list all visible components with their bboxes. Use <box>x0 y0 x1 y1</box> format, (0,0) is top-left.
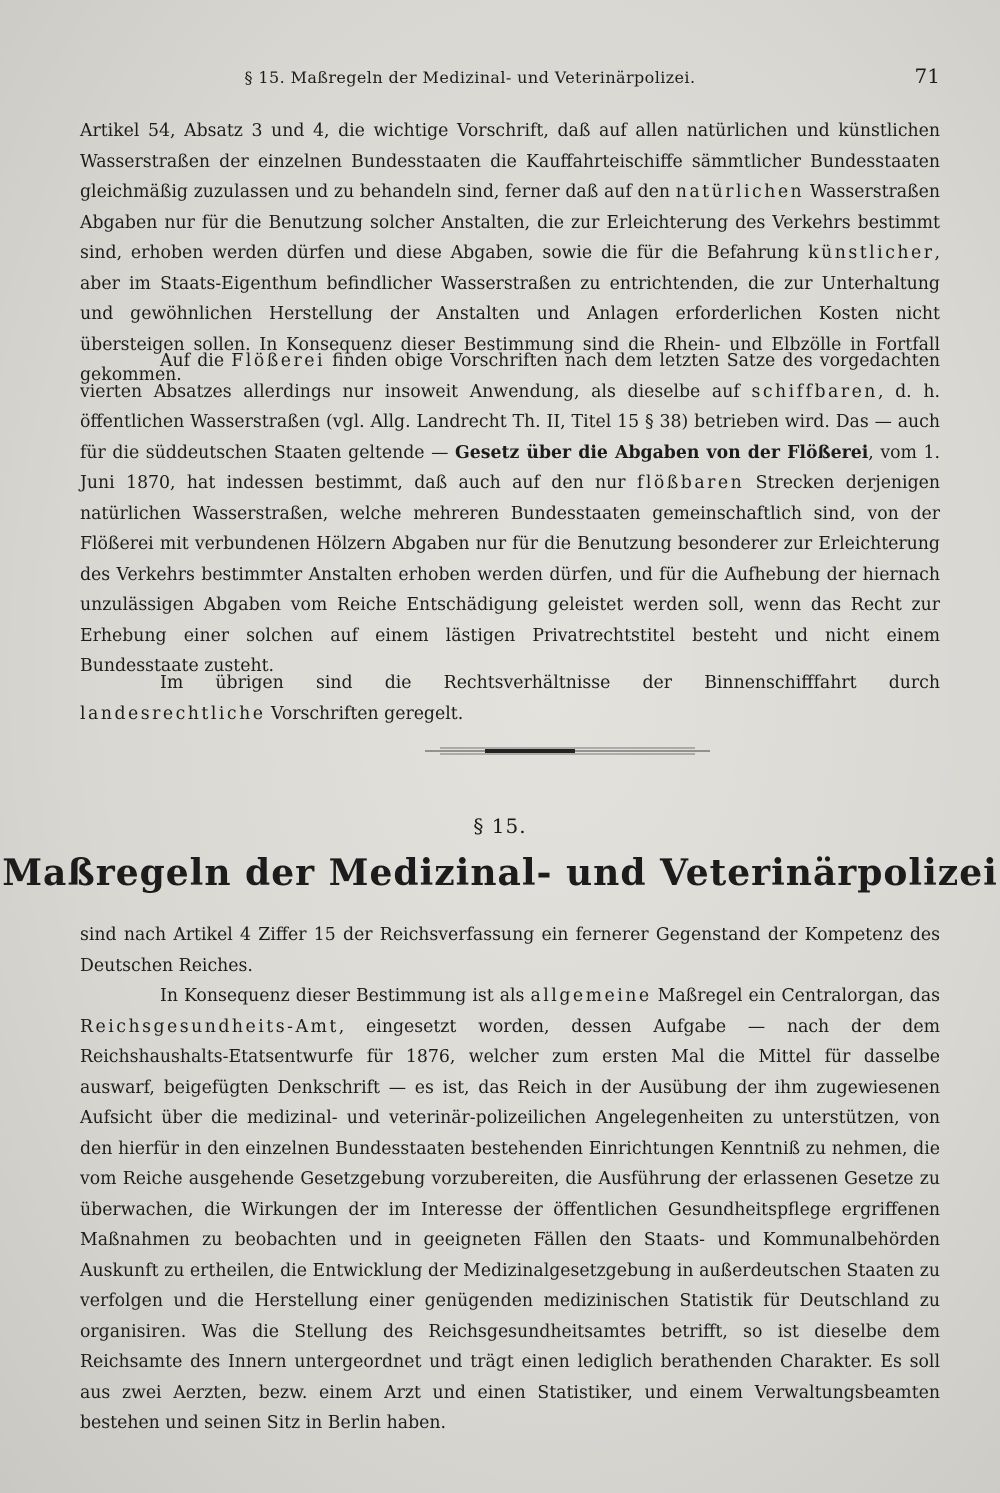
emphasis-schiffbaren: schiffbaren <box>751 381 878 402</box>
text-run: , aber im Staats-Eigenthum befindlicher Wasserstraßen zu entrichtenden, die zur Unterhaltung und gewöhnlichen Herstellung der Anstalten und Anlagen erforderlichen Kosten nicht übersteigen sollen. In Konsequenz dieser Bestimmung sind die Rhein- und Elbzölle in Fortfall gekommen. <box>80 243 940 385</box>
text-run: , eingesetzt worden, dessen Aufgabe — nach der dem Reichshaushalts-Etatsentwurfe für 1876, welcher zum ersten Mal die Mittel für dasselbe auswarf, beigefügten Denkschrift — es ist, das Reich in der Ausübung der ihm zugewiesenen Aufsicht über die medizinal- und veterinär-polizeilichen Angelegenheiten zu unterstützen, von den hierfür in den einzelnen Bundesstaaten bestehenden Einrichtungen Kenntniß zu nehmen, die vom Reiche ausgehende Gesetzgebung vorzubereiten, die Ausführung der erlassenen Gesetze zu überwachen, die Wirkungen der im Interesse der öffentlichen Gesundheitspflege ergriffenen Maßnahmen zu beobachten und in geeigneten Fällen den Staats- und Kommunalbehörden Auskunft zu ertheilen, die Entwicklung der Medizinalgesetzgebung in außerdeutschen Staaten zu verfolgen und die Herstellung einer genügenden medizinischen Statistik für Deutschland zu organisiren. Was die Stellung des Reichsgesundheitsamtes betrifft, so ist dieselbe dem Reichsamte des Innern untergeordnet und trägt einen lediglich berathenden Charakter. Es soll aus zwei Aerzten, bezw. einem Arzt und einen Statistiker, und einem Verwaltungsbeamten bestehen und seinen Sitz in Berlin haben. <box>80 1016 940 1433</box>
text-run: Auf die <box>160 351 232 371</box>
text-run: Wasserstraßen Abgaben nur für die Benutzung solcher Anstalten, die zur Erleichterung des Verkehrs bestimmt sind, erhoben werden dürfen und diese Abgaben, sowie die für die Befahrung <box>80 182 940 263</box>
text-run: , d. h. öffentlichen Wasserstraßen (vgl. Allg. Landrecht Th. II, Titel 15 § 38) betrieben wird. Das — auch für die süddeutschen Staaten geltende — <box>80 381 940 463</box>
paragraph-kompetenz <box>80 920 940 981</box>
section-title: Maßregeln der Medizinal- und Veterinärpolizei <box>2 852 998 894</box>
section-divider-ornament <box>425 742 710 760</box>
text-run: Strecken derjenigen natürlichen Wasserstraßen, welche mehreren Bundesstaaten gemeinschaftlich sind, von der Flößerei mit verbundenen Hölzern Abgaben nur für die Benutzung besonderer zur Erleichterung des Verkehrs bestimmter Anstalten erhoben werden dürfen, und für die Aufhebung der hiernach unzulässigen Abgaben vom Reiche Entschädigung geleistet werden soll, wenn das Recht zur Erhebung einer solchen auf einem lästigen Privatrechtstitel besteht und nicht einem Bundesstaate zusteht. <box>80 473 940 676</box>
text-run: Im übrigen sind die Rechtsverhältnisse der Binnenschifffahrt durch <box>160 673 940 693</box>
text-run: Artikel 54, Absatz 3 und 4, die wichtige Vorschrift, daß auf allen natürlichen und künstlichen Wasserstraßen der einzelnen Bundesstaaten die Kauffahrteischiffe sämmtlicher Bundesstaaten gleichmäßig zuzulassen und zu behandeln sind, ferner daß auf den <box>80 121 940 202</box>
emphasis-kuenstlicher: künstlicher <box>808 243 935 263</box>
running-title: § 15. Maßregeln der Medizinal- und Veterinärpolizei. <box>244 68 696 87</box>
emphasis-reichsgesundheits-amt: Reichsgesundheits-Amt <box>80 1016 339 1037</box>
paragraph-reichsgesundheitsamt <box>80 981 940 1439</box>
text-run: Maßregel ein Centralorgan, das <box>651 986 940 1006</box>
text-run: , vom 1. Juni 1870, hat indessen bestimmt, daß auch auf den nur <box>80 442 940 493</box>
text-run: In Konsequenz dieser Bestimmung ist als <box>160 986 531 1006</box>
emphasis-landesrechtliche: landesrechtliche <box>80 703 266 724</box>
paragraph-binnenschifffahrt <box>80 668 940 729</box>
emphasis-allgemeine: allgemeine <box>530 986 652 1006</box>
page-number: 71 <box>914 64 940 88</box>
emphasis-floessbaren: flößbaren <box>636 473 745 493</box>
paragraph-floesserei <box>80 346 940 682</box>
section-number: § 15. <box>473 814 527 838</box>
text-run: Vorschriften geregelt. <box>265 703 464 724</box>
emphasis-natuerlichen: natürlichen <box>675 182 805 202</box>
text-run: sind nach Artikel 4 Ziffer 15 der Reichsverfassung ein fernerer Gegenstand der Kompetenz des Deutschen Reiches. <box>80 925 940 976</box>
text-run: finden obige Vorschriften nach dem letzten Satze des vorgedachten vierten Absatzes allerdings nur insoweit Anwendung, als dieselbe auf <box>80 351 940 402</box>
law-title-bold: Gesetz über die Abgaben von der Flößerei <box>455 442 869 463</box>
emphasis-floesserei: Flößerei <box>231 351 326 371</box>
running-head <box>80 64 940 94</box>
